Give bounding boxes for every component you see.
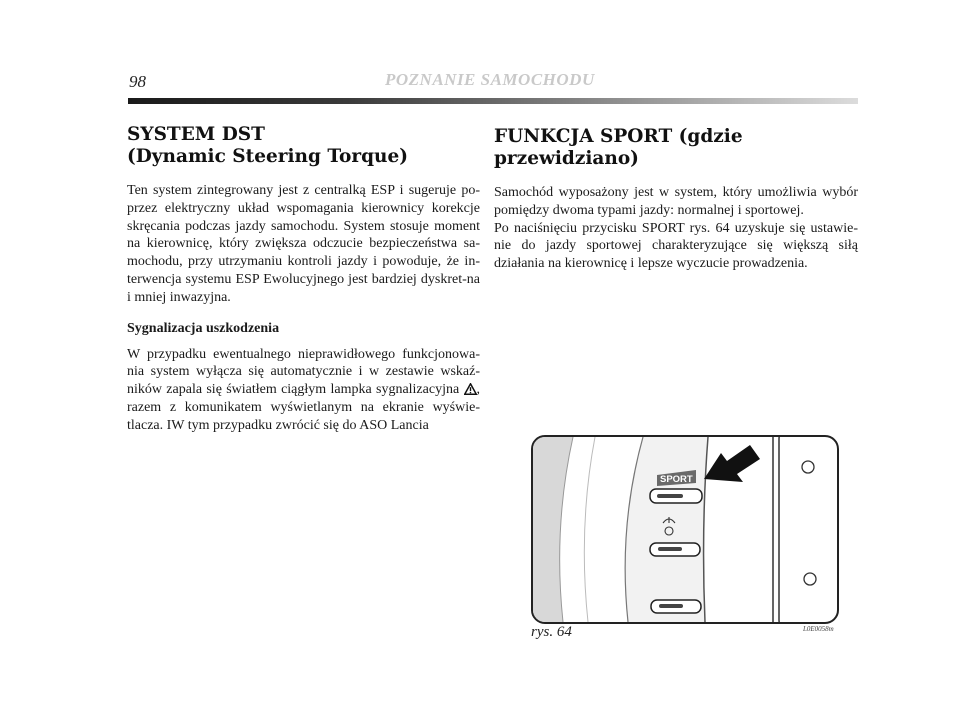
page-number: 98 [129, 72, 146, 91]
pointer-arrow [704, 445, 760, 482]
running-title: POZNANIE SAMOCHODU [385, 70, 595, 89]
screw-icon [804, 573, 816, 585]
lower-button-2 [651, 600, 701, 613]
warning-triangle-icon [464, 383, 477, 395]
lower-button-1 [650, 543, 700, 556]
fault-text-end: , razem z komunikatem wyświetlanym na ekranie wyświe-tlacza. IW tym przypadku zwrócić się do ASO Lancia [127, 382, 480, 433]
figure-code: L0E0058m [803, 625, 834, 633]
fault-text-start: W przypadku ewentualnego nieprawidłowego funkcjonowa-nia system wyłącza się automatycznie i w zestawie wskaź-ników zapala się światłem ciągłym lampka sygnalizacyjna [127, 346, 480, 398]
sport-button [650, 489, 702, 503]
right-column [494, 124, 858, 273]
sport-body-paragraph-2: Po naciśnięciu przycisku SPORT rys. 64 uzyskuje się ustawie-nie do jazdy sportowej charakteryzujące się większą siłą działania na kierownicę i lepsze wyczucie prowadzenia. [494, 220, 858, 272]
section-title-sport: FUNKCJA SPORT (gdzie przewidziano) [494, 126, 743, 169]
section-title-line1: SYSTEM DST [127, 124, 265, 145]
left-column [127, 124, 480, 435]
sport-body-paragraph: Samochód wyposażony jest w system, który umożliwia wybór pomiędzy dwoma typami jazdy: normalnej i sportowej. [494, 185, 858, 218]
figure-sport-button [531, 435, 839, 624]
fault-paragraph [127, 346, 480, 435]
subheading-fault: Sygnalizacja uszkodzenia [127, 320, 280, 336]
header-rule [128, 98, 858, 104]
figure-caption: rys. 64 [531, 624, 572, 640]
dst-body-paragraph: Ten system zintegrowany jest z centralką ESP i sugeruje po-przez elektryczny układ wspomagania kierownicy korekcje skręcania podczas jazdy samochodu. System stosuje moment na kierownicę, który zwiększa odczucie bezpieczeństwa sa-mochodu, przy utrzymaniu kontroli jazdy i powoduje, że in-terwencja systemu ESP Ewolucyjnego jest bardziej dyskret-na i mniej inwazyjna. [127, 183, 480, 305]
section-title-line2: (Dynamic Steering Torque) [127, 146, 408, 167]
sport-button-illustration [533, 437, 837, 622]
section-title-dst [127, 124, 480, 168]
sport-label-text: SPORT [660, 474, 693, 485]
screw-icon [802, 461, 814, 473]
